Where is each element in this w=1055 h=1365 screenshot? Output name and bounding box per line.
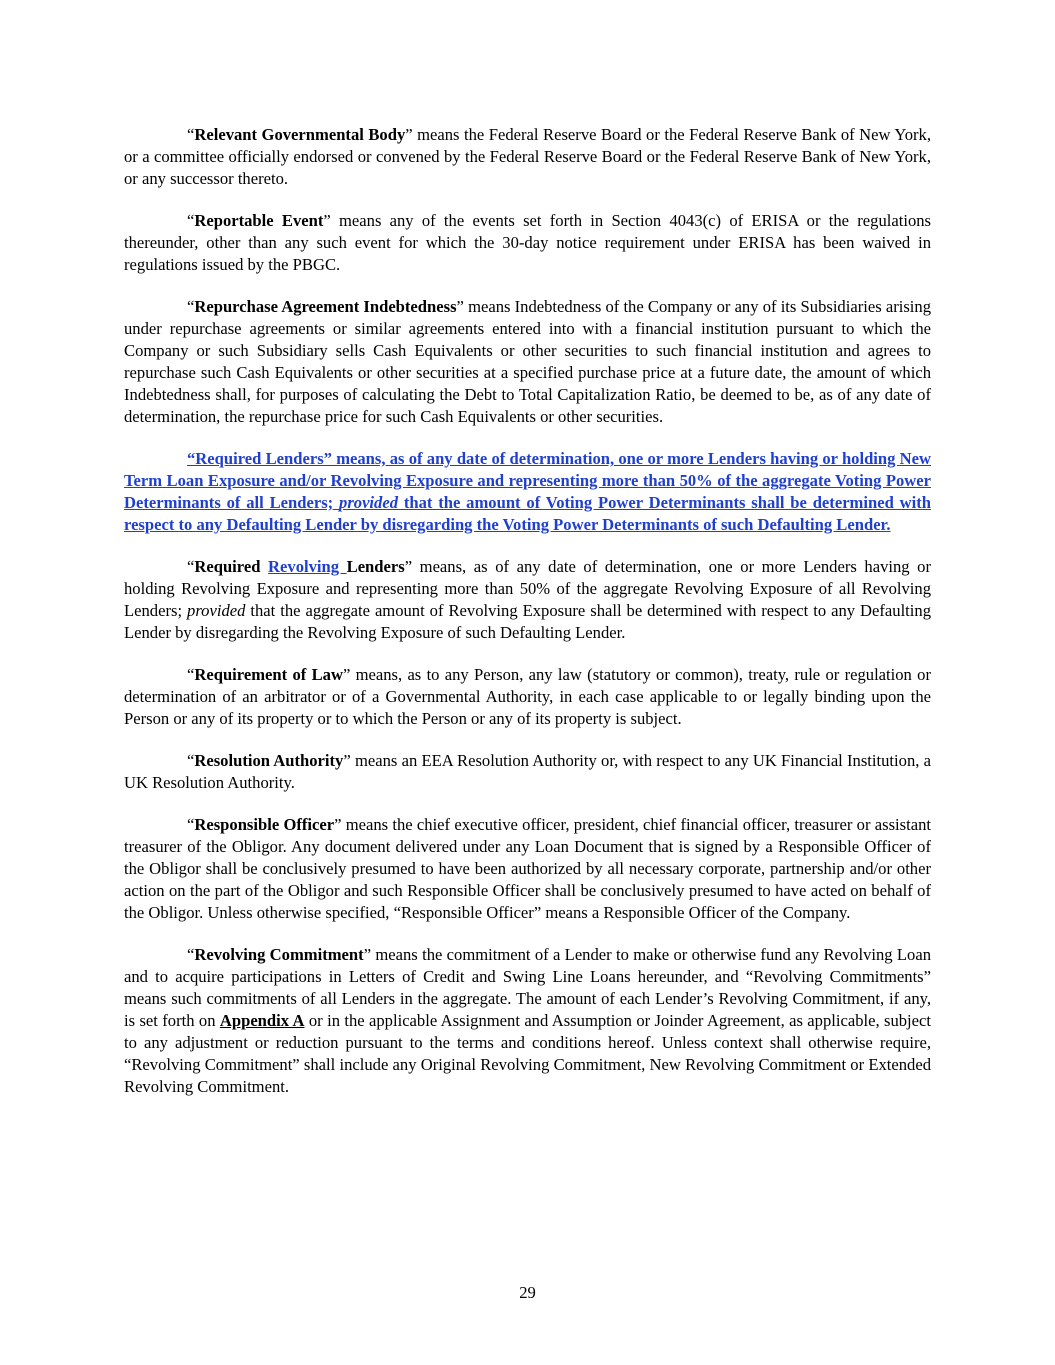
definition-text: or in the applicable Assignment and Assumption or Joinder Agreement, as applicable, subject to any adjustment or reduction pursuant to the terms and conditions hereof. Unless context shall otherwise require, “Revolving Commitment” shall include any Original Revolving Commitment, New Revolving Commitment or Extended Revolving Commitment. xyxy=(124,1011,932,1096)
definition-reportable-event: “Reportable Event” means any of the events set forth in Section 4043(c) of ERISA or the regulations thereunder, other than any such event for which the 30-day notice requirement under ERISA has been waived in regulations issued by the PBGC. xyxy=(124,211,931,274)
definition-text: ” means any of the events set forth in Section 4043(c) of ERISA or the regulations thereunder, other than any such event for which the 30-day notice requirement under ERISA has been waived in regulations issued by the PBGC. xyxy=(124,211,931,274)
definition-revolving-commitment: “Revolving Commitment” means the commitment of a Lender to make or otherwise fund any Revolving Loan and to acquire participations in Letters of Credit and Swing Line Loans hereunder, and “Revolving Commitments” means such commitments of all Lenders in the aggregate. The amount of each Lender’s Revolving Commitment, if any, is set forth on Appendix A or in the applicable Assignment and Assumption or Joinder Agreement, as applicable, subject to any adjustment or reduction pursuant to the terms and conditions hereof. Unless context shall otherwise require, “Revolving Commitment” shall include any Original Revolving Commitment, New Revolving Commitment or Extended Revolving Commitment. xyxy=(124,945,932,1096)
page-number: 29 xyxy=(519,1283,536,1302)
defined-term: Revolving Commitment xyxy=(194,945,364,965)
definition-text: ” means an EEA Resolution Authority or, with respect to any UK Financial Institution, a UK Resolution Authority. xyxy=(124,751,931,793)
defined-term: Resolution Authority xyxy=(194,751,344,771)
definition-requirement-of-law: “Requirement of Law” means, as to any Person, any law (statutory or common), treaty, rule or regulation or determination of an arbitrator or of a Governmental Authority, in each case applicable to or legally binding upon the Person or any of its property or to which the Person or any of its property is subject. xyxy=(124,665,931,728)
defined-term: Relevant Governmental Body xyxy=(194,125,406,144)
definition-text: ” means the chief executive officer, president, chief financial officer, treasurer or assistant treasurer of the Obligor. Any document delivered under any Loan Document that is signed by a Responsible Officer of the Obligor shall be conclusively presumed to have been authorized by all necessary corporate, partnership and/or other action on the part of the Obligor and such Responsible Officer shall be conclusively presumed to have acted on behalf of the Obligor. Unless otherwise specified, “Responsible Officer” means a Responsible Officer of the Company. xyxy=(124,815,931,923)
document-page xyxy=(124,124,931,1118)
definition-resolution-authority: “Resolution Authority” means an EEA Resolution Authority or, with respect to any UK Financial Institution, a UK Resolution Authority. xyxy=(124,751,931,793)
definition-text: that the aggregate amount of Revolving Exposure shall be determined with respect to any Defaulting Lender by disregarding the Revolving Exposure of such Defaulting Lender. xyxy=(124,600,931,642)
defined-term: Requirement of Law xyxy=(194,665,343,685)
appendix-a-reference: Appendix A xyxy=(219,1011,305,1031)
definition-text: ” means Indebtedness of the Company or any of its Subsidiaries arising under repurchase agreements or similar agreements entered into with a financial institution pursuant to which the Company or such Subsidiary sells Cash Equivalents or other securities to such financial institution and agrees to repurchase such Cash Equivalents or other securities at a specified purchase price at a future date, the amount of which Indebtedness shall, for purposes of calculating the Debt to Total Capitalization Ratio, be deemed to be, as of any date of determination, the repurchase price for such Cash Equivalents or other securities. xyxy=(124,297,931,426)
definition-required-lenders-inserted xyxy=(124,448,931,536)
definition-text: ” means, as of any date of determination, one or more Lenders having or holding Revolving Exposure and representing more than 50% of the aggregate Revolving Exposure of all Revolving Lenders; xyxy=(124,557,931,620)
definition-text: ” means the Federal Reserve Board or the Federal Reserve Bank of New York, or a committee officially endorsed or convened by the Federal Reserve Board or the Federal Reserve Bank of New York, or any successor thereto. xyxy=(124,125,931,188)
defined-term: Required xyxy=(194,557,269,577)
inserted-text: that the amount of Voting Power Determinants shall be determined with respect to any Defaulting Lender by disregarding the Voting Power Determinants of such Defaulting Lender. xyxy=(124,492,931,534)
defined-term: Repurchase Agreement Indebtedness xyxy=(194,297,457,317)
inserted-text: “Required Lenders” means, as of any date of determination, one or more Lenders having or holding New Term Loan Exposure and/or Revolving Exposure and representing more than 50% of the aggregate Voting Power Determinants of all Lenders; xyxy=(124,449,931,512)
inserted-text-provided: provided xyxy=(339,492,399,512)
definition-text: ” means, as to any Person, any law (statutory or common), treaty, rule or regulation or determination of an arbitrator or of a Governmental Authority, in each case applicable to or legally binding upon the Person or any of its property or to which the Person or any of its property is subject. xyxy=(124,665,931,728)
provided-italic: provided xyxy=(187,600,246,620)
definition-relevant-governmental-body: “Relevant Governmental Body” means the Federal Reserve Board or the Federal Reserve Bank of New York, or a committee officially endorsed or convened by the Federal Reserve Board or the Federal Reserve Bank of New York, or any successor thereto. xyxy=(124,125,931,188)
definition-required-revolving-lenders: “Required Revolving Lenders” means, as of any date of determination, one or more Lenders having or holding Revolving Exposure and representing more than 50% of the aggregate Revolving Exposure of all Revolving Lenders; provided that the aggregate amount of Revolving Exposure shall be determined with respect to any Defaulting Lender by disregarding the Revolving Exposure of such Defaulting Lender. xyxy=(124,557,931,642)
definition-text: ” means the commitment of a Lender to make or otherwise fund any Revolving Loan and to acquire participations in Letters of Credit and Swing Line Loans hereunder, and “Revolving Commitments” means such commitments of all Lenders in the aggregate. The amount of each Lender’s Revolving Commitment, if any, is set forth on xyxy=(124,945,931,1031)
definition-repurchase-agreement-indebtedness: “Repurchase Agreement Indebtedness” means Indebtedness of the Company or any of its Subsidiaries arising under repurchase agreements or similar agreements entered into with a financial institution pursuant to which the Company or such Subsidiary sells Cash Equivalents or other securities to such financial institution and agrees to repurchase such Cash Equivalents or other securities at a specified purchase price at a future date, the amount of which Indebtedness shall, for purposes of calculating the Debt to Total Capitalization Ratio, be deemed to be, as of any date of determination, the repurchase price for such Cash Equivalents or other securities. xyxy=(124,297,931,426)
definition-responsible-officer: “Responsible Officer” means the chief executive officer, president, chief financial officer, treasurer or assistant treasurer of the Obligor. Any document delivered under any Loan Document that is signed by a Responsible Officer of the Obligor shall be conclusively presumed to have been authorized by all necessary corporate, partnership and/or other action on the part of the Obligor and such Responsible Officer shall be conclusively presumed to have acted on behalf of the Obligor. Unless otherwise specified, “Responsible Officer” means a Responsible Officer of the Company. xyxy=(124,815,931,923)
inserted-word-revolving: Revolving xyxy=(268,557,347,577)
defined-term: Responsible Officer xyxy=(194,815,335,835)
defined-term: Lenders xyxy=(346,557,405,577)
defined-term: Reportable Event xyxy=(194,211,324,231)
